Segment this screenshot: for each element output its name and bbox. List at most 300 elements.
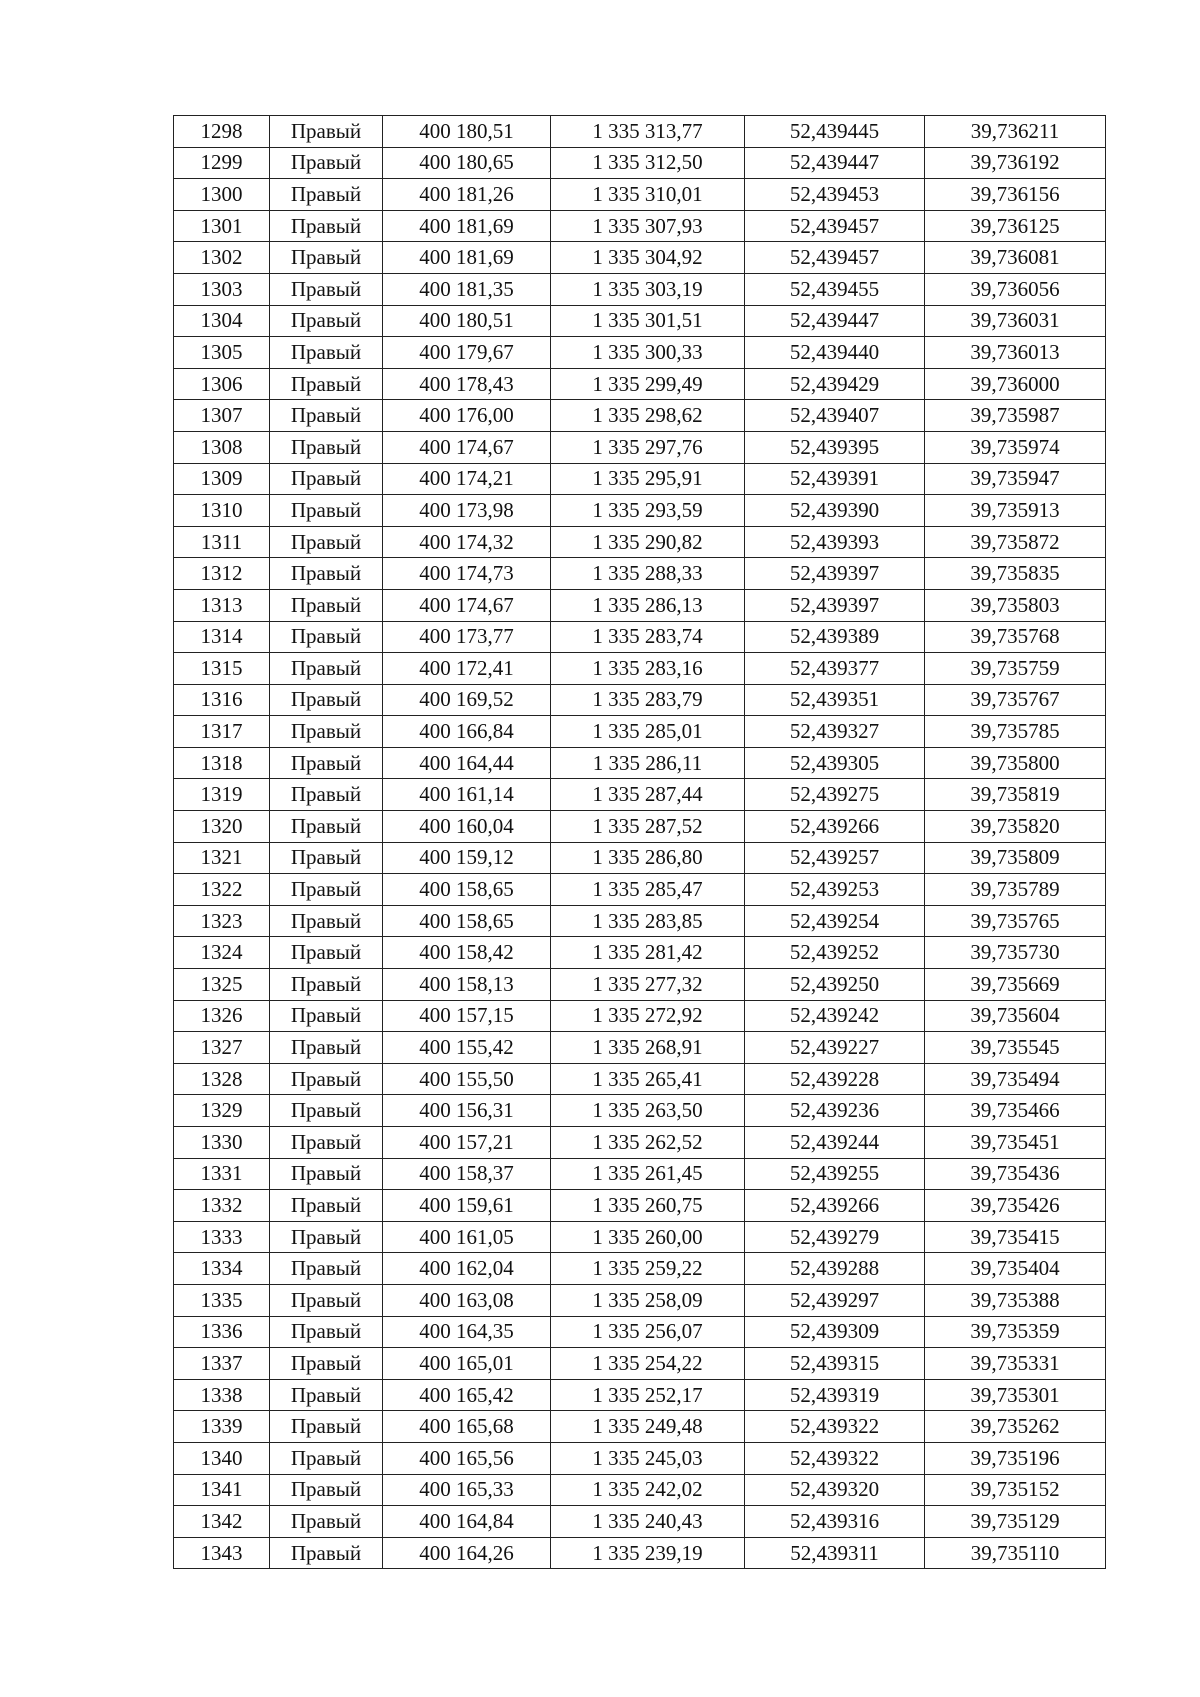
latitude-cell: 52,439252 <box>745 937 925 969</box>
table-row <box>174 842 1106 874</box>
side-cell: Правый <box>270 210 383 242</box>
point-number-cell: 1314 <box>174 621 270 653</box>
latitude-cell: 52,439322 <box>745 1411 925 1443</box>
latitude-cell: 52,439279 <box>745 1221 925 1253</box>
side-cell: Правый <box>270 431 383 463</box>
longitude-cell: 39,736125 <box>925 210 1106 242</box>
x-coordinate-cell: 400 174,21 <box>383 463 551 495</box>
latitude-cell: 52,439253 <box>745 874 925 906</box>
side-cell: Правый <box>270 368 383 400</box>
table-row <box>174 1032 1106 1064</box>
latitude-cell: 52,439266 <box>745 1190 925 1222</box>
x-coordinate-cell: 400 157,15 <box>383 1000 551 1032</box>
longitude-cell: 39,736192 <box>925 147 1106 179</box>
latitude-cell: 52,439327 <box>745 716 925 748</box>
latitude-cell: 52,439309 <box>745 1316 925 1348</box>
point-number-cell: 1299 <box>174 147 270 179</box>
latitude-cell: 52,439397 <box>745 589 925 621</box>
point-number-cell: 1321 <box>174 842 270 874</box>
side-cell: Правый <box>270 337 383 369</box>
y-coordinate-cell: 1 335 285,47 <box>551 874 745 906</box>
point-number-cell: 1319 <box>174 779 270 811</box>
side-cell: Правый <box>270 1127 383 1159</box>
table-row <box>174 874 1106 906</box>
side-cell: Правый <box>270 116 383 148</box>
point-number-cell: 1324 <box>174 937 270 969</box>
latitude-cell: 52,439297 <box>745 1284 925 1316</box>
x-coordinate-cell: 400 174,67 <box>383 431 551 463</box>
side-cell: Правый <box>270 716 383 748</box>
point-number-cell: 1336 <box>174 1316 270 1348</box>
point-number-cell: 1343 <box>174 1537 270 1569</box>
side-cell: Правый <box>270 1158 383 1190</box>
point-number-cell: 1337 <box>174 1348 270 1380</box>
x-coordinate-cell: 400 163,08 <box>383 1284 551 1316</box>
x-coordinate-cell: 400 174,73 <box>383 558 551 590</box>
y-coordinate-cell: 1 335 287,44 <box>551 779 745 811</box>
longitude-cell: 39,735152 <box>925 1474 1106 1506</box>
x-coordinate-cell: 400 173,77 <box>383 621 551 653</box>
point-number-cell: 1325 <box>174 969 270 1001</box>
side-cell: Правый <box>270 1506 383 1538</box>
side-cell: Правый <box>270 1316 383 1348</box>
side-cell: Правый <box>270 842 383 874</box>
side-cell: Правый <box>270 147 383 179</box>
longitude-cell: 39,735359 <box>925 1316 1106 1348</box>
y-coordinate-cell: 1 335 283,16 <box>551 653 745 685</box>
longitude-cell: 39,735129 <box>925 1506 1106 1538</box>
latitude-cell: 52,439393 <box>745 526 925 558</box>
y-coordinate-cell: 1 335 286,11 <box>551 747 745 779</box>
x-coordinate-cell: 400 164,26 <box>383 1537 551 1569</box>
side-cell: Правый <box>270 1474 383 1506</box>
y-coordinate-cell: 1 335 258,09 <box>551 1284 745 1316</box>
y-coordinate-cell: 1 335 239,19 <box>551 1537 745 1569</box>
y-coordinate-cell: 1 335 299,49 <box>551 368 745 400</box>
side-cell: Правый <box>270 463 383 495</box>
y-coordinate-cell: 1 335 260,00 <box>551 1221 745 1253</box>
latitude-cell: 52,439407 <box>745 400 925 432</box>
side-cell: Правый <box>270 179 383 211</box>
side-cell: Правый <box>270 811 383 843</box>
point-number-cell: 1323 <box>174 905 270 937</box>
point-number-cell: 1329 <box>174 1095 270 1127</box>
y-coordinate-cell: 1 335 304,92 <box>551 242 745 274</box>
table-row <box>174 1316 1106 1348</box>
x-coordinate-cell: 400 158,42 <box>383 937 551 969</box>
latitude-cell: 52,439453 <box>745 179 925 211</box>
x-coordinate-cell: 400 181,26 <box>383 179 551 211</box>
table-row <box>174 1000 1106 1032</box>
x-coordinate-cell: 400 174,67 <box>383 589 551 621</box>
point-number-cell: 1308 <box>174 431 270 463</box>
table-row <box>174 905 1106 937</box>
longitude-cell: 39,736211 <box>925 116 1106 148</box>
side-cell: Правый <box>270 1032 383 1064</box>
latitude-cell: 52,439320 <box>745 1474 925 1506</box>
side-cell: Правый <box>270 1095 383 1127</box>
y-coordinate-cell: 1 335 287,52 <box>551 811 745 843</box>
y-coordinate-cell: 1 335 297,76 <box>551 431 745 463</box>
point-number-cell: 1340 <box>174 1442 270 1474</box>
longitude-cell: 39,735730 <box>925 937 1106 969</box>
latitude-cell: 52,439227 <box>745 1032 925 1064</box>
longitude-cell: 39,735451 <box>925 1127 1106 1159</box>
y-coordinate-cell: 1 335 268,91 <box>551 1032 745 1064</box>
latitude-cell: 52,439275 <box>745 779 925 811</box>
longitude-cell: 39,735819 <box>925 779 1106 811</box>
x-coordinate-cell: 400 162,04 <box>383 1253 551 1285</box>
side-cell: Правый <box>270 1063 383 1095</box>
latitude-cell: 52,439228 <box>745 1063 925 1095</box>
point-number-cell: 1311 <box>174 526 270 558</box>
side-cell: Правый <box>270 1000 383 1032</box>
side-cell: Правый <box>270 937 383 969</box>
table-row <box>174 1506 1106 1538</box>
table-row <box>174 1190 1106 1222</box>
side-cell: Правый <box>270 495 383 527</box>
y-coordinate-cell: 1 335 303,19 <box>551 273 745 305</box>
point-number-cell: 1313 <box>174 589 270 621</box>
longitude-cell: 39,736031 <box>925 305 1106 337</box>
table-row <box>174 431 1106 463</box>
latitude-cell: 52,439250 <box>745 969 925 1001</box>
latitude-cell: 52,439429 <box>745 368 925 400</box>
latitude-cell: 52,439322 <box>745 1442 925 1474</box>
coordinates-table <box>173 115 1106 1569</box>
table-row <box>174 1095 1106 1127</box>
y-coordinate-cell: 1 335 283,85 <box>551 905 745 937</box>
point-number-cell: 1328 <box>174 1063 270 1095</box>
x-coordinate-cell: 400 159,61 <box>383 1190 551 1222</box>
side-cell: Правый <box>270 747 383 779</box>
point-number-cell: 1303 <box>174 273 270 305</box>
latitude-cell: 52,439447 <box>745 305 925 337</box>
longitude-cell: 39,735426 <box>925 1190 1106 1222</box>
y-coordinate-cell: 1 335 259,22 <box>551 1253 745 1285</box>
y-coordinate-cell: 1 335 286,80 <box>551 842 745 874</box>
x-coordinate-cell: 400 180,51 <box>383 116 551 148</box>
y-coordinate-cell: 1 335 265,41 <box>551 1063 745 1095</box>
table-row <box>174 1063 1106 1095</box>
x-coordinate-cell: 400 178,43 <box>383 368 551 400</box>
table-row <box>174 1221 1106 1253</box>
x-coordinate-cell: 400 165,56 <box>383 1442 551 1474</box>
table-row <box>174 1379 1106 1411</box>
longitude-cell: 39,735669 <box>925 969 1106 1001</box>
side-cell: Правый <box>270 1442 383 1474</box>
y-coordinate-cell: 1 335 290,82 <box>551 526 745 558</box>
y-coordinate-cell: 1 335 252,17 <box>551 1379 745 1411</box>
y-coordinate-cell: 1 335 283,79 <box>551 684 745 716</box>
x-coordinate-cell: 400 180,51 <box>383 305 551 337</box>
table-row <box>174 1284 1106 1316</box>
x-coordinate-cell: 400 172,41 <box>383 653 551 685</box>
x-coordinate-cell: 400 158,65 <box>383 905 551 937</box>
side-cell: Правый <box>270 779 383 811</box>
latitude-cell: 52,439319 <box>745 1379 925 1411</box>
x-coordinate-cell: 400 179,67 <box>383 337 551 369</box>
latitude-cell: 52,439316 <box>745 1506 925 1538</box>
side-cell: Правый <box>270 653 383 685</box>
point-number-cell: 1318 <box>174 747 270 779</box>
x-coordinate-cell: 400 174,32 <box>383 526 551 558</box>
latitude-cell: 52,439377 <box>745 653 925 685</box>
x-coordinate-cell: 400 155,50 <box>383 1063 551 1095</box>
y-coordinate-cell: 1 335 286,13 <box>551 589 745 621</box>
table-row <box>174 1253 1106 1285</box>
latitude-cell: 52,439244 <box>745 1127 925 1159</box>
y-coordinate-cell: 1 335 283,74 <box>551 621 745 653</box>
latitude-cell: 52,439390 <box>745 495 925 527</box>
y-coordinate-cell: 1 335 298,62 <box>551 400 745 432</box>
side-cell: Правый <box>270 526 383 558</box>
longitude-cell: 39,736056 <box>925 273 1106 305</box>
longitude-cell: 39,735765 <box>925 905 1106 937</box>
latitude-cell: 52,439440 <box>745 337 925 369</box>
y-coordinate-cell: 1 335 256,07 <box>551 1316 745 1348</box>
y-coordinate-cell: 1 335 260,75 <box>551 1190 745 1222</box>
y-coordinate-cell: 1 335 242,02 <box>551 1474 745 1506</box>
side-cell: Правый <box>270 558 383 590</box>
table-row <box>174 1474 1106 1506</box>
x-coordinate-cell: 400 176,00 <box>383 400 551 432</box>
point-number-cell: 1307 <box>174 400 270 432</box>
side-cell: Правый <box>270 400 383 432</box>
latitude-cell: 52,439305 <box>745 747 925 779</box>
latitude-cell: 52,439445 <box>745 116 925 148</box>
point-number-cell: 1320 <box>174 811 270 843</box>
y-coordinate-cell: 1 335 285,01 <box>551 716 745 748</box>
x-coordinate-cell: 400 166,84 <box>383 716 551 748</box>
y-coordinate-cell: 1 335 240,43 <box>551 1506 745 1538</box>
table-row <box>174 589 1106 621</box>
y-coordinate-cell: 1 335 313,77 <box>551 116 745 148</box>
y-coordinate-cell: 1 335 249,48 <box>551 1411 745 1443</box>
x-coordinate-cell: 400 157,21 <box>383 1127 551 1159</box>
x-coordinate-cell: 400 156,31 <box>383 1095 551 1127</box>
table-row <box>174 368 1106 400</box>
point-number-cell: 1315 <box>174 653 270 685</box>
table-row <box>174 1442 1106 1474</box>
point-number-cell: 1326 <box>174 1000 270 1032</box>
side-cell: Правый <box>270 1190 383 1222</box>
point-number-cell: 1306 <box>174 368 270 400</box>
latitude-cell: 52,439447 <box>745 147 925 179</box>
latitude-cell: 52,439457 <box>745 242 925 274</box>
table-row <box>174 116 1106 148</box>
table-row <box>174 179 1106 211</box>
point-number-cell: 1331 <box>174 1158 270 1190</box>
coordinates-table-body <box>174 116 1106 1569</box>
y-coordinate-cell: 1 335 301,51 <box>551 305 745 337</box>
point-number-cell: 1304 <box>174 305 270 337</box>
latitude-cell: 52,439455 <box>745 273 925 305</box>
table-row <box>174 747 1106 779</box>
point-number-cell: 1330 <box>174 1127 270 1159</box>
longitude-cell: 39,735809 <box>925 842 1106 874</box>
point-number-cell: 1317 <box>174 716 270 748</box>
point-number-cell: 1335 <box>174 1284 270 1316</box>
y-coordinate-cell: 1 335 272,92 <box>551 1000 745 1032</box>
point-number-cell: 1322 <box>174 874 270 906</box>
latitude-cell: 52,439266 <box>745 811 925 843</box>
longitude-cell: 39,735110 <box>925 1537 1106 1569</box>
point-number-cell: 1312 <box>174 558 270 590</box>
side-cell: Правый <box>270 273 383 305</box>
x-coordinate-cell: 400 180,65 <box>383 147 551 179</box>
point-number-cell: 1338 <box>174 1379 270 1411</box>
longitude-cell: 39,736156 <box>925 179 1106 211</box>
longitude-cell: 39,735759 <box>925 653 1106 685</box>
x-coordinate-cell: 400 158,37 <box>383 1158 551 1190</box>
y-coordinate-cell: 1 335 293,59 <box>551 495 745 527</box>
table-row <box>174 337 1106 369</box>
point-number-cell: 1310 <box>174 495 270 527</box>
table-row <box>174 653 1106 685</box>
x-coordinate-cell: 400 158,65 <box>383 874 551 906</box>
side-cell: Правый <box>270 1537 383 1569</box>
side-cell: Правый <box>270 905 383 937</box>
x-coordinate-cell: 400 161,14 <box>383 779 551 811</box>
longitude-cell: 39,735767 <box>925 684 1106 716</box>
longitude-cell: 39,735262 <box>925 1411 1106 1443</box>
side-cell: Правый <box>270 1221 383 1253</box>
latitude-cell: 52,439397 <box>745 558 925 590</box>
y-coordinate-cell: 1 335 261,45 <box>551 1158 745 1190</box>
point-number-cell: 1339 <box>174 1411 270 1443</box>
table-row <box>174 937 1106 969</box>
longitude-cell: 39,735803 <box>925 589 1106 621</box>
longitude-cell: 39,735820 <box>925 811 1106 843</box>
side-cell: Правый <box>270 621 383 653</box>
y-coordinate-cell: 1 335 300,33 <box>551 337 745 369</box>
point-number-cell: 1327 <box>174 1032 270 1064</box>
table-row <box>174 1127 1106 1159</box>
table-row <box>174 147 1106 179</box>
x-coordinate-cell: 400 165,01 <box>383 1348 551 1380</box>
y-coordinate-cell: 1 335 312,50 <box>551 147 745 179</box>
side-cell: Правый <box>270 589 383 621</box>
y-coordinate-cell: 1 335 307,93 <box>551 210 745 242</box>
longitude-cell: 39,735415 <box>925 1221 1106 1253</box>
longitude-cell: 39,735436 <box>925 1158 1106 1190</box>
longitude-cell: 39,736013 <box>925 337 1106 369</box>
x-coordinate-cell: 400 181,35 <box>383 273 551 305</box>
table-row <box>174 273 1106 305</box>
longitude-cell: 39,735388 <box>925 1284 1106 1316</box>
y-coordinate-cell: 1 335 295,91 <box>551 463 745 495</box>
table-row <box>174 779 1106 811</box>
point-number-cell: 1302 <box>174 242 270 274</box>
longitude-cell: 39,735404 <box>925 1253 1106 1285</box>
y-coordinate-cell: 1 335 263,50 <box>551 1095 745 1127</box>
latitude-cell: 52,439395 <box>745 431 925 463</box>
x-coordinate-cell: 400 161,05 <box>383 1221 551 1253</box>
x-coordinate-cell: 400 159,12 <box>383 842 551 874</box>
longitude-cell: 39,735947 <box>925 463 1106 495</box>
side-cell: Правый <box>270 1411 383 1443</box>
x-coordinate-cell: 400 181,69 <box>383 210 551 242</box>
x-coordinate-cell: 400 173,98 <box>383 495 551 527</box>
x-coordinate-cell: 400 158,13 <box>383 969 551 1001</box>
table-row <box>174 1537 1106 1569</box>
point-number-cell: 1342 <box>174 1506 270 1538</box>
table-row <box>174 1158 1106 1190</box>
x-coordinate-cell: 400 160,04 <box>383 811 551 843</box>
table-row <box>174 526 1106 558</box>
longitude-cell: 39,735800 <box>925 747 1106 779</box>
latitude-cell: 52,439457 <box>745 210 925 242</box>
latitude-cell: 52,439389 <box>745 621 925 653</box>
longitude-cell: 39,735466 <box>925 1095 1106 1127</box>
x-coordinate-cell: 400 164,84 <box>383 1506 551 1538</box>
longitude-cell: 39,735785 <box>925 716 1106 748</box>
latitude-cell: 52,439242 <box>745 1000 925 1032</box>
longitude-cell: 39,735789 <box>925 874 1106 906</box>
latitude-cell: 52,439288 <box>745 1253 925 1285</box>
y-coordinate-cell: 1 335 262,52 <box>551 1127 745 1159</box>
side-cell: Правый <box>270 1284 383 1316</box>
table-row <box>174 811 1106 843</box>
point-number-cell: 1305 <box>174 337 270 369</box>
side-cell: Правый <box>270 242 383 274</box>
latitude-cell: 52,439315 <box>745 1348 925 1380</box>
y-coordinate-cell: 1 335 281,42 <box>551 937 745 969</box>
table-row <box>174 210 1106 242</box>
latitude-cell: 52,439391 <box>745 463 925 495</box>
longitude-cell: 39,735494 <box>925 1063 1106 1095</box>
latitude-cell: 52,439254 <box>745 905 925 937</box>
longitude-cell: 39,735974 <box>925 431 1106 463</box>
x-coordinate-cell: 400 165,42 <box>383 1379 551 1411</box>
longitude-cell: 39,735545 <box>925 1032 1106 1064</box>
table-row <box>174 242 1106 274</box>
longitude-cell: 39,735987 <box>925 400 1106 432</box>
latitude-cell: 52,439351 <box>745 684 925 716</box>
latitude-cell: 52,439311 <box>745 1537 925 1569</box>
table-row <box>174 558 1106 590</box>
y-coordinate-cell: 1 335 288,33 <box>551 558 745 590</box>
table-row <box>174 684 1106 716</box>
table-row <box>174 716 1106 748</box>
x-coordinate-cell: 400 165,68 <box>383 1411 551 1443</box>
table-row <box>174 621 1106 653</box>
longitude-cell: 39,735872 <box>925 526 1106 558</box>
y-coordinate-cell: 1 335 245,03 <box>551 1442 745 1474</box>
y-coordinate-cell: 1 335 310,01 <box>551 179 745 211</box>
y-coordinate-cell: 1 335 277,32 <box>551 969 745 1001</box>
side-cell: Правый <box>270 874 383 906</box>
longitude-cell: 39,735768 <box>925 621 1106 653</box>
point-number-cell: 1333 <box>174 1221 270 1253</box>
table-row <box>174 400 1106 432</box>
longitude-cell: 39,735331 <box>925 1348 1106 1380</box>
latitude-cell: 52,439255 <box>745 1158 925 1190</box>
side-cell: Правый <box>270 305 383 337</box>
longitude-cell: 39,736081 <box>925 242 1106 274</box>
x-coordinate-cell: 400 164,35 <box>383 1316 551 1348</box>
point-number-cell: 1316 <box>174 684 270 716</box>
longitude-cell: 39,735913 <box>925 495 1106 527</box>
table-row <box>174 305 1106 337</box>
table-row <box>174 969 1106 1001</box>
table-row <box>174 1411 1106 1443</box>
table-row <box>174 463 1106 495</box>
point-number-cell: 1298 <box>174 116 270 148</box>
x-coordinate-cell: 400 169,52 <box>383 684 551 716</box>
longitude-cell: 39,735196 <box>925 1442 1106 1474</box>
